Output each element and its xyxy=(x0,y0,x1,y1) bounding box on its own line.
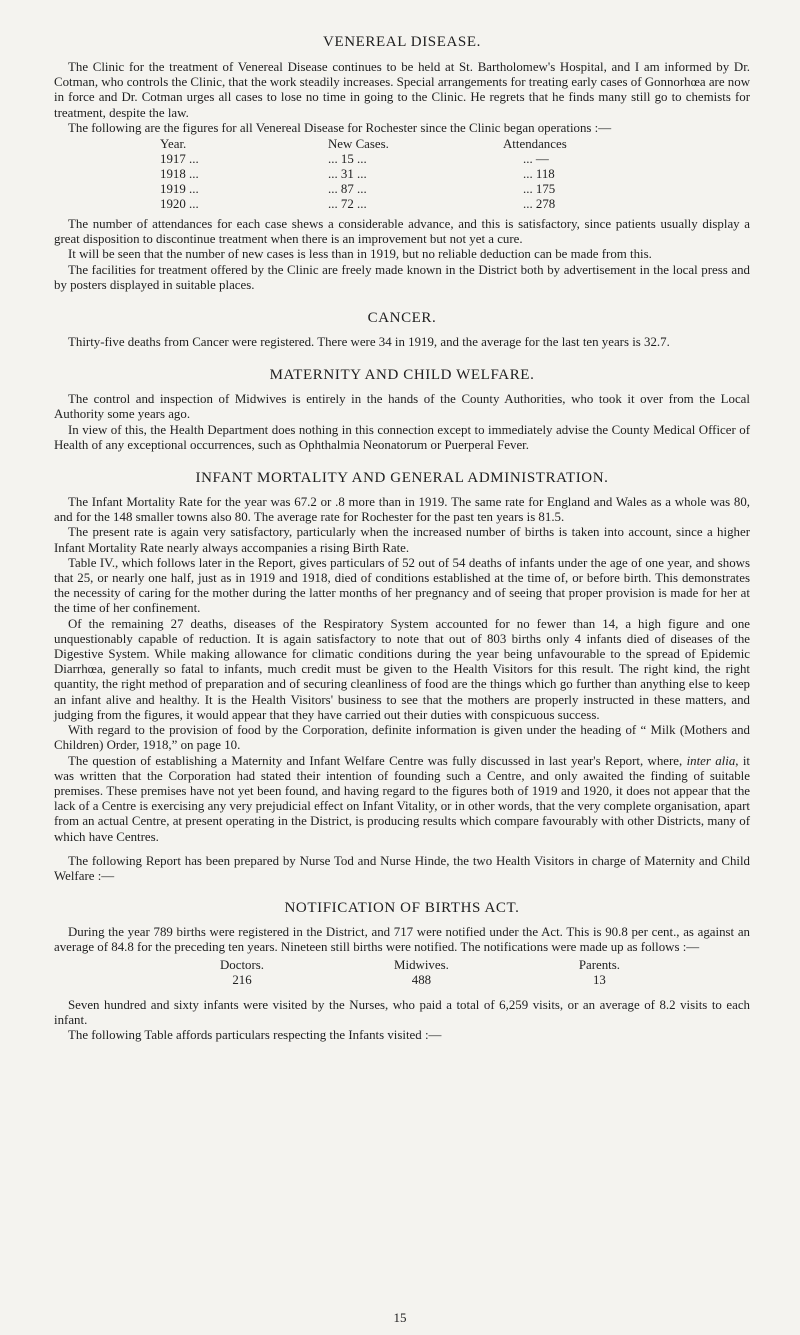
venereal-heading: VENEREAL DISEASE. xyxy=(323,34,481,50)
notification-parents xyxy=(579,958,620,988)
cancer-section xyxy=(54,310,750,350)
cell-attendances: ... — xyxy=(523,152,549,167)
notification-heading: NOTIFICATION OF BIRTHS ACT. xyxy=(284,900,520,917)
maternity-paragraph-2: In view of this, the Health Department does nothing in this connection except to immediately advise the County Medical Officer of Health of any exceptional occurrences, such as Ophthalmia Neonatorum or Puerperal Fever. xyxy=(54,422,750,452)
cell-attendances: ... 118 xyxy=(523,167,555,182)
venereal-paragraph-2: The following are the figures for all Venereal Disease for Rochester since the Clinic began operations :— xyxy=(68,120,612,135)
cancer-heading: CANCER. xyxy=(367,310,437,327)
header-new-cases: New Cases. xyxy=(328,137,389,152)
header-attendances: Attendances xyxy=(503,137,567,152)
cell-cases: ... 15 ... xyxy=(328,152,367,167)
venereal-paragraph-4: It will be seen that the number of new cases is less than in 1919, but no reliable deduction can be made from this. xyxy=(68,247,652,262)
infant-paragraph-7: The following Report has been prepared by Nurse Tod and Nurse Hinde, the two Health Visitors in charge of Maternity and Child Welfare :— xyxy=(54,853,750,883)
cell-year: 1917 ... xyxy=(160,152,199,167)
maternity-paragraph-1: The control and inspection of Midwives is entirely in the hands of the County Authorities, who took it over from the Local Authority some years ago. xyxy=(54,392,750,422)
table-header-row xyxy=(160,137,623,152)
infant-paragraph-1: The Infant Mortality Rate for the year was 67.2 or .8 more than in 1919. The same rate for England and Wales as a whole was 80, and for the 148 smaller towns also 80. The average rate for Rochester for the past ten years is 81.5. xyxy=(54,495,750,525)
notification-paragraph-3: The following Table affords particulars respecting the Infants visited :— xyxy=(68,1027,442,1042)
midwives-value: 488 xyxy=(411,972,432,987)
doctors-value: 216 xyxy=(232,972,252,987)
cancer-paragraph: Thirty-five deaths from Cancer were registered. There were 34 in 1919, and the average for the last ten years is 32.7. xyxy=(68,335,670,350)
venereal-figures-table xyxy=(160,137,623,212)
cell-year: 1920 ... xyxy=(160,197,199,212)
infant-paragraph-5: With regard to the provision of food by the Corporation, definite information is given under the heading of “ Milk (Mothers and Children) Order, 1918,” on page 10. xyxy=(54,723,750,753)
parents-value: 13 xyxy=(592,972,606,987)
notification-midwives xyxy=(394,958,449,988)
infant-mortality-heading: INFANT MORTALITY AND GENERAL ADMINISTRATION. xyxy=(195,470,609,487)
cell-cases: ... 87 ... xyxy=(328,182,367,197)
cell-year: 1919 ... xyxy=(160,182,199,197)
infant-paragraph-2: The present rate is again very satisfactory, particularly when the increased number of births is taken into account, since a higher Infant Mortality Rate nearly always accompanies a rising Birth Rate. xyxy=(54,525,750,555)
infant-paragraph-6-start: The question of establishing a Maternity and Infant Welfare Centre was fully discussed in last year's Report, where, xyxy=(68,753,687,768)
cell-year: 1918 ... xyxy=(160,167,199,182)
infant-paragraph-6-end: , it was written that the Corporation had stated their intention of founding such a Centre, and only awaited the finding of suitable premises. These premises have not yet been found, and having regard to the figures both of 1919 and 1920, it does not appear that the lack of a Centre is exercising any very prejudicial effect on Infant Vitality, or in other words, that the very complete organisation, apart from an actual Centre, at present operating in the District, is producing results which compare favourably with other Districts, many of which have Centres. xyxy=(54,753,750,844)
notification-section xyxy=(54,900,750,1043)
cell-attendances: ... 175 xyxy=(523,182,556,197)
infant-paragraph-4: Of the remaining 27 deaths, diseases of the Respiratory System accounted for no fewer than 14, a high figure and one unquestionably capable of reduction. It is again satisfactory to note that out of 803 births only 4 infants died of diseases of the Digestive System. While making allowance for climatic conditions during the year being unfavourable to the spread of Epidemic Diarrhœa, generally so fatal to infants, much credit must be given to the Health Visitors for this result. The right kind, the right quantity, the right method of preparation and of securing cleanliness of food are the things which go further than anything else to keep an infant alive and healthy. It is the Health Visitors' business to see that the mothers are properly instructed in these matters, and judging from the figures, it would appear that they have carried out their duties with conspicuous success. xyxy=(54,616,750,722)
cell-attendances: ... 278 xyxy=(523,197,556,212)
infant-paragraph-3: Table IV., which follows later in the Report, gives particulars of 52 out of 54 deaths of infants under the age of one year, and shows that 25, or nearly one half, just as in 1919 and 1918, died of conditions established at the time of, or before birth. This demonstrates the necessity of caring for the mother during the latter months of her pregnancy and of seeing that proper provision is made for her at the time of her confinement. xyxy=(54,555,750,616)
doctors-label: Doctors. xyxy=(220,957,265,972)
notification-paragraph-1: During the year 789 births were registered in the District, and 717 were notified under the Act. This is 90.8 per cent., as against an average of 84.8 for the preceding ten years. Nineteen still births were notified. The notifications were made up as follows :— xyxy=(54,925,750,955)
table-row xyxy=(160,152,623,167)
page-number: 15 xyxy=(393,1310,407,1325)
table-row xyxy=(160,197,623,212)
venereal-paragraph-5: The facilities for treatment offered by the Clinic are freely made known in the District both by advertisement in the local press and by posters displayed in suitable places. xyxy=(54,262,750,292)
infant-mortality-section xyxy=(54,470,750,884)
cell-cases: ... 31 ... xyxy=(328,167,367,182)
maternity-section xyxy=(54,367,750,453)
table-row xyxy=(160,182,623,197)
header-year: Year. xyxy=(160,137,187,152)
notification-paragraph-2: Seven hundred and sixty infants were visited by the Nurses, who paid a total of 6,259 visits, or an average of 8.2 visits to each infant. xyxy=(54,997,750,1027)
venereal-paragraph-3: The number of attendances for each case shews a considerable advance, and this is satisfactory, since patients usually display a great disposition to discontinue treatment when there is an improvement but not yet a cure. xyxy=(54,217,750,247)
maternity-heading: MATERNITY AND CHILD WELFARE. xyxy=(269,367,535,384)
parents-label: Parents. xyxy=(578,957,620,972)
table-row xyxy=(160,167,623,182)
inter-alia-text: inter alia xyxy=(686,753,736,768)
cell-cases: ... 72 ... xyxy=(328,197,367,212)
notification-doctors xyxy=(220,958,264,988)
infant-paragraph-6 xyxy=(54,754,750,845)
venereal-paragraph-1: The Clinic for the treatment of Venereal Disease continues to be held at St. Bartholomew's Hospital, and I am informed by Dr. Cotman, who controls the Clinic, that the work steadily increases. Special arrangements for treating early cases of Gonnorhœa are now in force and Dr. Cotman urges all cases to lose no time in going to the Clinic. He regrets that he finds many still go to chemists for treatment, despite the law. xyxy=(54,60,750,120)
notification-breakdown xyxy=(220,958,620,988)
midwives-label: Midwives. xyxy=(394,957,449,972)
